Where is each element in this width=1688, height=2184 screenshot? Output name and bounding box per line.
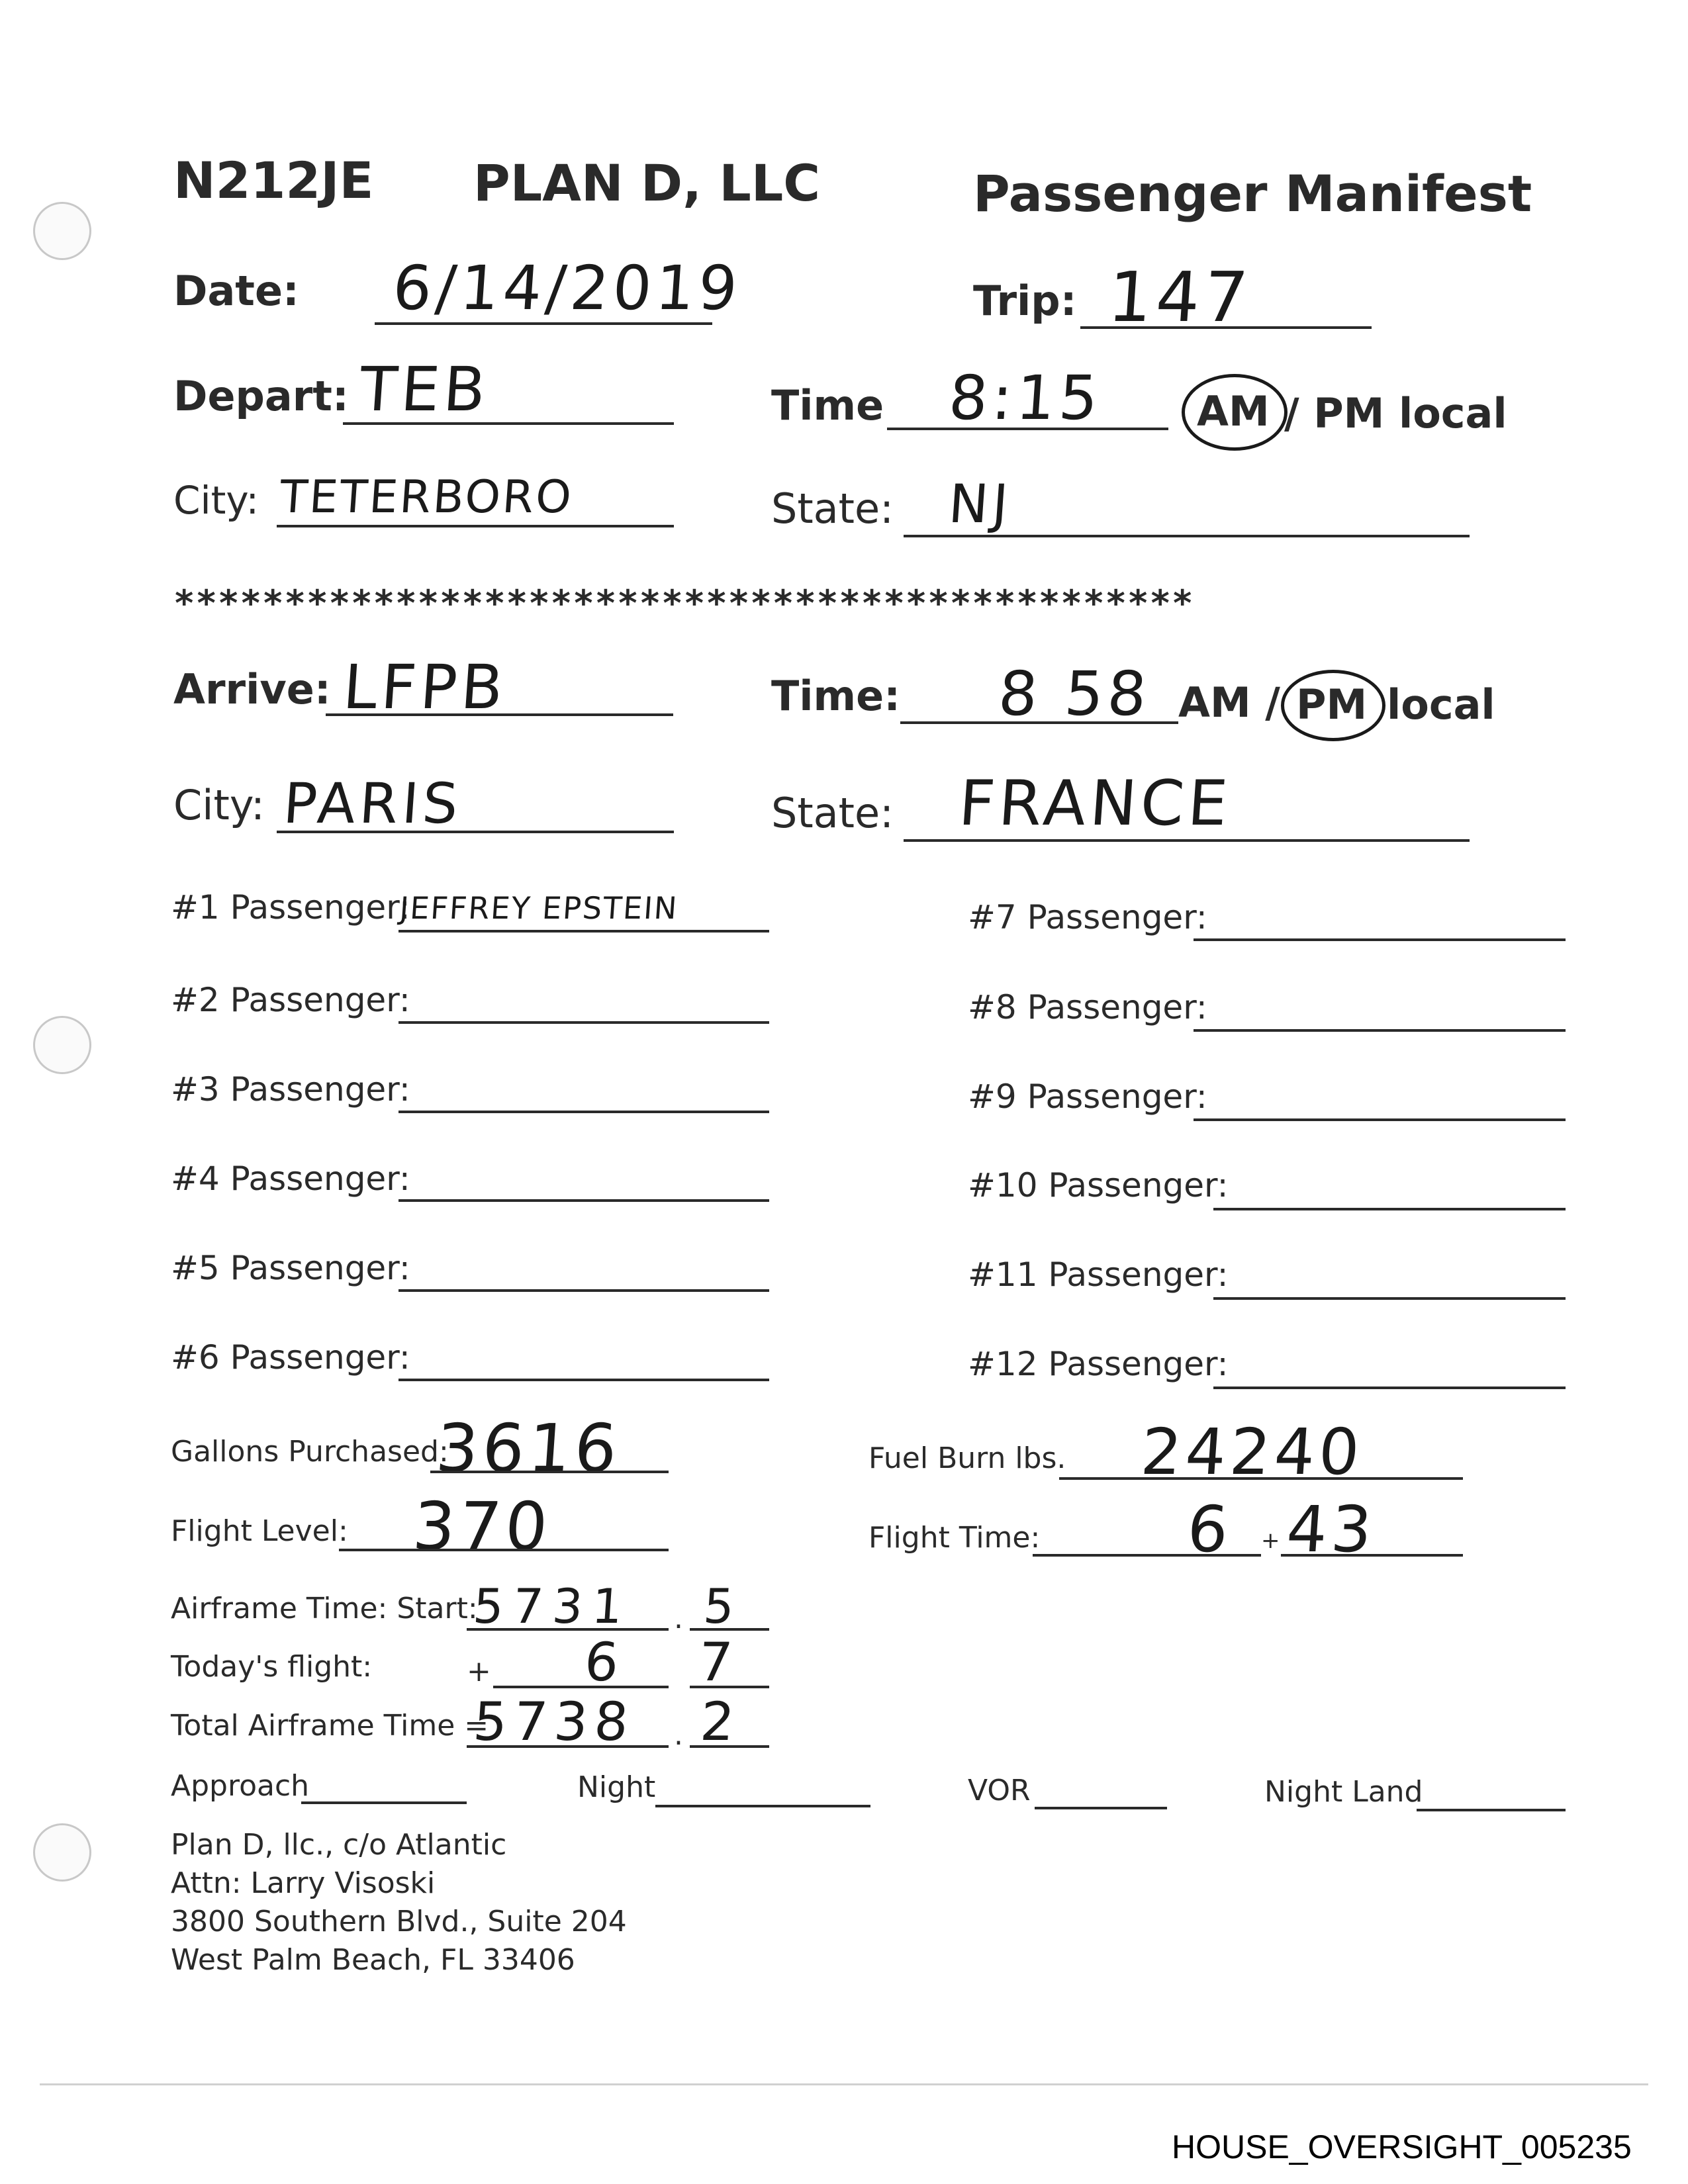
depart-label: Depart:	[173, 372, 349, 420]
passenger-7-line	[1194, 938, 1566, 941]
flight-time-minutes-line	[1281, 1554, 1463, 1557]
passenger-4-line	[399, 1199, 769, 1202]
flight-level-label: Flight Level:	[171, 1514, 348, 1548]
gallons-line	[430, 1471, 669, 1473]
night-line	[655, 1805, 870, 1807]
date-label: Date:	[173, 267, 299, 315]
passenger-12-label: #12 Passenger:	[968, 1345, 1229, 1383]
address-line-4: West Palm Beach, FL 33406	[171, 1943, 575, 1977]
today-flight-plus: +	[467, 1655, 491, 1688]
flight-level-line	[339, 1549, 669, 1551]
passenger-11-label: #11 Passenger:	[968, 1255, 1229, 1294]
arrive-state-value: FRANCE	[957, 768, 1234, 840]
arrive-am: AM /	[1178, 678, 1280, 727]
passenger-2-line	[399, 1021, 769, 1024]
date-line	[375, 322, 712, 325]
depart-city-label: City:	[173, 478, 259, 523]
depart-city-line	[277, 525, 674, 527]
passenger-9-line	[1194, 1118, 1566, 1121]
passenger-3-label: #3 Passenger:	[171, 1070, 410, 1109]
arrive-local: local	[1387, 680, 1495, 729]
arrive-city-label: City:	[173, 781, 265, 829]
depart-city-value: TETERBORO	[278, 471, 575, 523]
arrive-time-line	[900, 721, 1178, 724]
scan-edge-line	[40, 2083, 1648, 2085]
total-airframe-dot: .	[674, 1718, 683, 1752]
depart-am: AM	[1197, 387, 1270, 435]
flight-time-minutes: 43	[1284, 1492, 1378, 1567]
company-name: PLAN D, LLC	[473, 154, 821, 212]
passenger-1-value: JEFFREY EPSTEIN	[399, 890, 680, 926]
fuel-burn-label: Fuel Burn lbs.	[868, 1441, 1066, 1475]
approach-label: Approach	[171, 1769, 310, 1803]
depart-value: TEB	[357, 354, 492, 425]
gallons-value: 3616	[434, 1410, 624, 1487]
depart-state-value: NJ	[947, 473, 1014, 535]
today-flight-label: Today's flight:	[171, 1650, 373, 1684]
trip-label: Trip:	[973, 277, 1077, 325]
approach-line	[301, 1801, 467, 1804]
binder-hole-bottom	[33, 1823, 91, 1882]
trip-line	[1080, 326, 1372, 329]
fuel-burn-line	[1059, 1477, 1463, 1480]
total-airframe-label: Total Airframe Time =	[171, 1709, 489, 1743]
address-line-3: 3800 Southern Blvd., Suite 204	[171, 1905, 627, 1938]
gallons-label: Gallons Purchased:	[171, 1435, 449, 1469]
passenger-11-line	[1213, 1297, 1566, 1300]
tail-number: N212JE	[173, 151, 374, 210]
arrive-line	[326, 713, 673, 716]
passenger-7-label: #7 Passenger:	[968, 898, 1207, 936]
document-id: HOUSE_OVERSIGHT_005235	[1172, 2128, 1632, 2165]
vor-line	[1035, 1807, 1167, 1809]
arrive-label: Arrive:	[173, 665, 331, 713]
passenger-4-label: #4 Passenger:	[171, 1160, 410, 1198]
flight-time-plus: +	[1261, 1527, 1280, 1554]
address-line-2: Attn: Larry Visoski	[171, 1866, 436, 1900]
arrive-city-value: PARIS	[281, 771, 465, 836]
passenger-9-label: #9 Passenger:	[968, 1077, 1207, 1116]
passenger-6-label: #6 Passenger:	[171, 1338, 410, 1377]
today-flight-whole: 6	[583, 1631, 625, 1693]
today-flight-tenth-line	[690, 1686, 769, 1688]
passenger-3-line	[399, 1111, 769, 1113]
binder-hole-middle	[33, 1016, 91, 1074]
night-land-label: Night Land	[1264, 1775, 1423, 1809]
fuel-burn-value: 24240	[1139, 1415, 1366, 1489]
depart-line	[343, 422, 674, 425]
arrive-value: LFPB	[341, 652, 510, 723]
passenger-12-line	[1213, 1387, 1566, 1389]
total-airframe-tenth-line	[690, 1745, 769, 1748]
arrive-state-label: State:	[771, 789, 894, 837]
flight-time-label: Flight Time:	[868, 1521, 1041, 1555]
arrive-time-value: 8 58	[996, 659, 1153, 729]
total-airframe-whole: 5738	[471, 1691, 637, 1752]
night-land-line	[1417, 1809, 1566, 1811]
night-label: Night	[577, 1770, 656, 1804]
trip-value: 147	[1105, 257, 1255, 338]
address-line-1: Plan D, llc., c/o Atlantic	[171, 1828, 507, 1862]
passenger-5-label: #5 Passenger:	[171, 1249, 410, 1287]
depart-pm-local: / PM local	[1284, 389, 1507, 437]
depart-state-label: State:	[771, 484, 894, 533]
today-flight-tenth: 7	[696, 1631, 739, 1693]
passenger-5-line	[399, 1289, 769, 1292]
flight-level-value: 370	[410, 1488, 555, 1565]
airframe-start-line	[467, 1628, 669, 1631]
passenger-8-line	[1194, 1029, 1566, 1032]
depart-time-label: Time	[771, 381, 884, 430]
arrive-time-label: Time:	[771, 672, 900, 720]
date-value: 6/14/2019	[391, 253, 744, 324]
passenger-1-label: #1 Passenger:	[171, 888, 410, 927]
arrive-state-line	[904, 839, 1470, 842]
arrive-city-line	[277, 831, 674, 833]
form-title: Passenger Manifest	[973, 164, 1532, 223]
total-airframe-tenth: 2	[698, 1691, 741, 1752]
airframe-start-tenth: 5	[702, 1578, 740, 1634]
flight-time-hours: 6	[1185, 1492, 1235, 1567]
passenger-1-line	[399, 930, 769, 933]
depart-time-line	[887, 428, 1168, 430]
passenger-10-label: #10 Passenger:	[968, 1166, 1229, 1205]
depart-state-line	[904, 535, 1470, 537]
vor-label: VOR	[968, 1774, 1031, 1807]
flight-time-hours-line	[1033, 1554, 1261, 1557]
airframe-start-label: Airframe Time: Start:	[171, 1592, 478, 1625]
passenger-10-line	[1213, 1208, 1566, 1210]
airframe-start-whole: 5731	[471, 1578, 634, 1634]
airframe-start-tenth-line	[690, 1628, 769, 1631]
binder-hole-top	[33, 202, 91, 260]
total-airframe-line	[467, 1745, 669, 1748]
today-flight-line	[493, 1686, 669, 1688]
airframe-start-dot: .	[674, 1602, 683, 1635]
passenger-2-label: #2 Passenger:	[171, 981, 410, 1019]
separator-asterisks: **********************************************	[173, 582, 1194, 624]
passenger-8-label: #8 Passenger:	[968, 988, 1207, 1026]
passenger-6-line	[399, 1379, 769, 1381]
arrive-pm: PM	[1296, 680, 1368, 729]
depart-time-value: 8:15	[947, 363, 1105, 433]
